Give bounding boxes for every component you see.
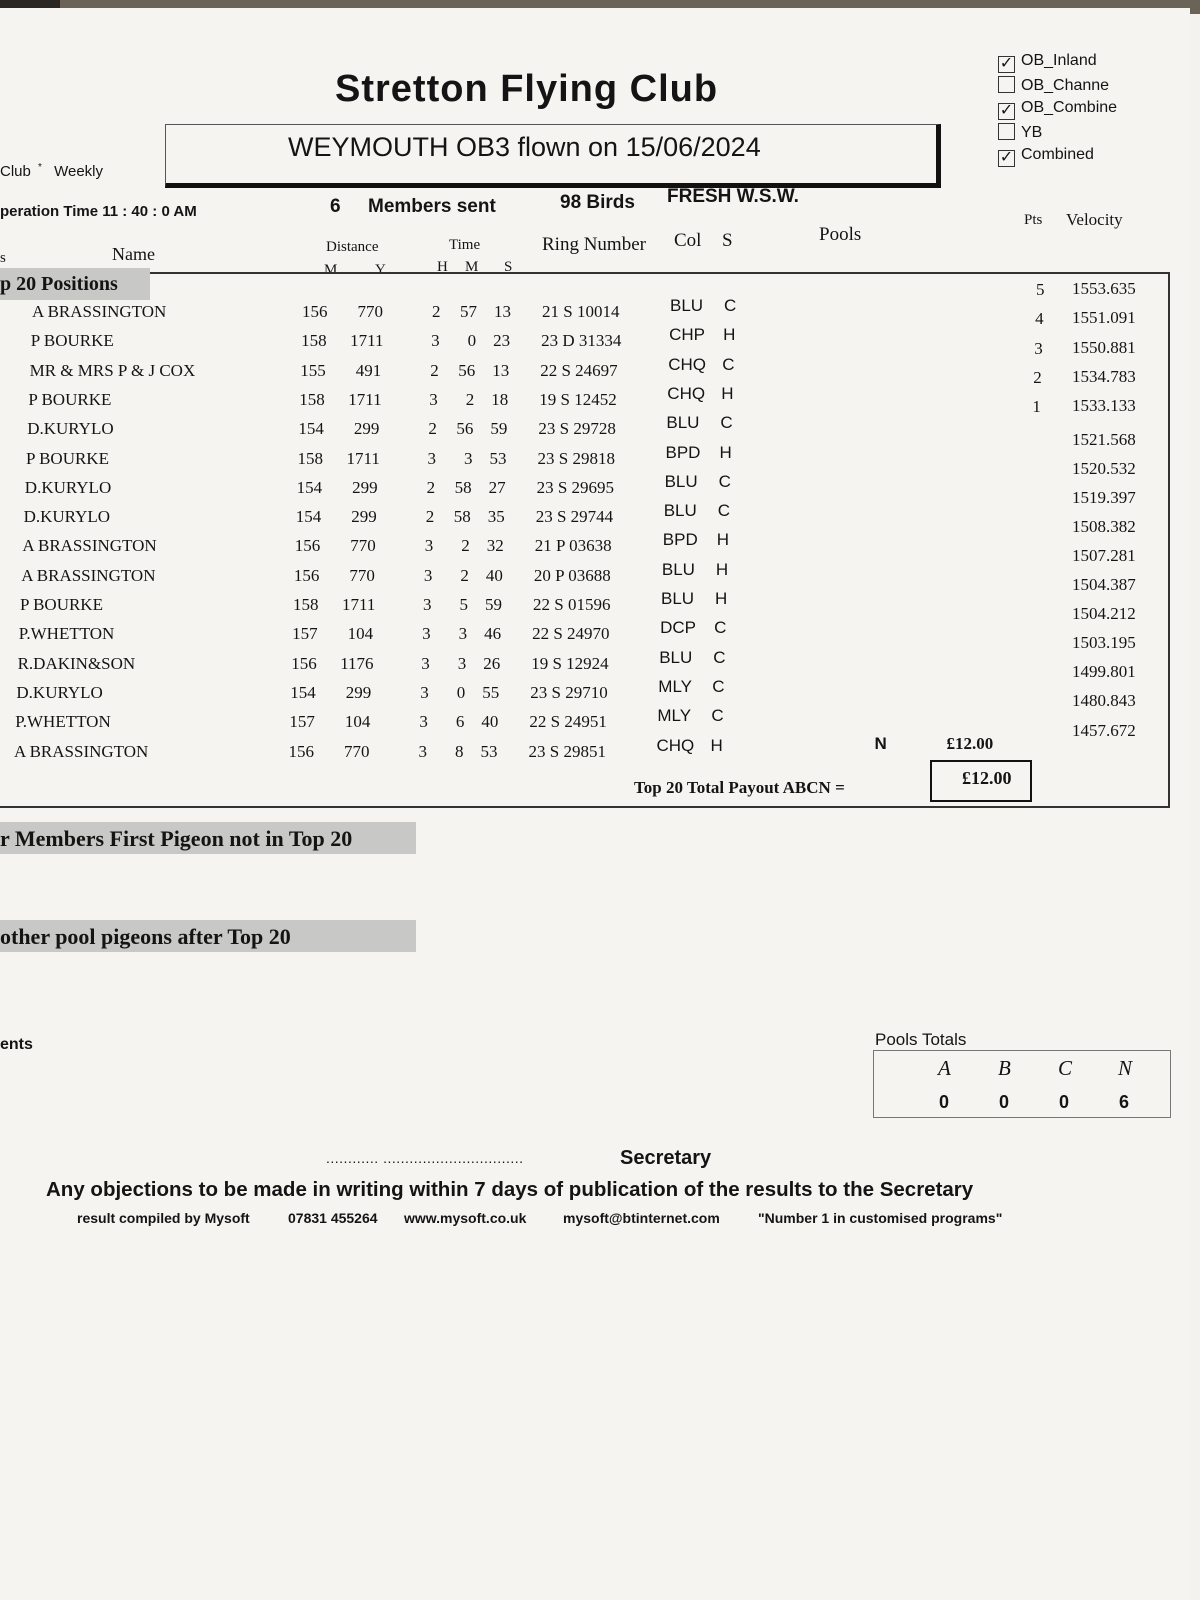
cell-minutes: 6 [455,712,465,732]
cell-velocity: 1551.091 [1072,308,1136,328]
cell-pts: 3 [1034,338,1043,358]
pools-value: 0 [999,1092,1010,1112]
col-header-name: Name [112,244,155,264]
cell-miles: 156 [294,536,321,556]
cell-miles: 156 [288,741,314,761]
cell-pool: N [874,733,887,753]
category-label: Combined [1021,146,1094,163]
cell-colour: BLU [666,413,700,433]
cell-miles: 155 [300,360,326,380]
cell-ring: 19 S 12452 [539,389,617,409]
cell-name: P BOURKE [26,448,109,468]
liberation-time: peration Time 11 : 40 : 0 AM [0,203,197,220]
pools-value: 0 [1059,1092,1070,1112]
cell-hours: 3 [421,653,430,673]
cell-seconds: 40 [481,712,499,732]
col-header-hours: H [437,259,448,275]
cell-velocity: 1521.568 [1072,429,1136,449]
cell-colour: BLU [664,471,698,491]
cell-pts: 1 [1032,397,1041,417]
club-type: Club [0,163,31,180]
category-checkbox[interactable] [998,103,1015,120]
cell-pts: 4 [1035,309,1044,329]
col-header-ring: Ring Number [542,234,646,255]
cell-name: A BRASSINGTON [21,565,156,585]
cell-ring: 19 S 12924 [531,653,609,673]
cell-colour: BLU [663,501,697,521]
category-1 [998,76,1109,95]
cell-seconds: 26 [483,653,501,673]
cell-miles: 156 [302,302,328,321]
cell-hours: 2 [430,360,439,380]
cell-velocity: 1480.843 [1072,691,1136,711]
cell-ring: 20 P 03688 [533,565,611,585]
col-header-velocity: Velocity [1066,210,1123,229]
comments-label: ents [0,1036,33,1053]
category-checkbox[interactable] [998,76,1015,93]
cell-hours: 3 [423,565,433,585]
cell-yards: 299 [351,507,377,527]
col-header-miles: M [324,262,338,278]
cell-miles: 158 [299,389,325,409]
col-header-pts: Pts [1024,212,1043,228]
cell-minutes: 56 [458,360,476,380]
cell-velocity: 1457.672 [1072,720,1136,740]
cell-name: R.DAKIN&SON [17,653,136,673]
cell-colour: DCP [660,618,696,638]
cell-hours: 3 [418,741,427,761]
cell-velocity: 1533.133 [1072,396,1136,416]
cell-velocity: 1499.801 [1072,662,1136,682]
cell-minutes: 58 [454,477,472,497]
section-title-top20: p 20 Positions [0,273,118,295]
cell-sex: C [717,501,730,521]
checkmark-icon: ✓ [999,102,1014,119]
cell-minutes: 5 [459,595,468,614]
cell-miles: 157 [289,712,315,732]
cell-ring: 22 S 01596 [533,595,611,614]
payout-label: Top 20 Total Payout ABCN = [634,778,845,797]
cell-ring: 22 S 24951 [529,712,607,732]
birds-count: 98 Birds [560,192,635,213]
cell-miles: 157 [292,624,318,644]
cell-colour: MLY [657,706,692,726]
cell-colour: CHQ [668,354,706,374]
cell-yards: 104 [347,624,374,644]
cell-sex: H [715,559,729,579]
cell-velocity: 1550.881 [1072,337,1136,357]
cell-miles: 154 [295,507,322,527]
cell-hours: 3 [423,595,432,614]
category-0 [998,52,1097,73]
category-checkbox[interactable] [998,56,1015,73]
cell-seconds: 23 [493,331,511,351]
cell-velocity: 1520.532 [1072,458,1136,478]
cell-sex: H [723,325,736,345]
col-header-seconds: S [504,259,513,275]
wind-direction: FRESH W.S.W. [667,186,799,207]
cell-name: A BRASSINGTON [32,302,167,321]
cell-sex: H [716,530,730,550]
cell-seconds: 40 [485,565,503,585]
club-type-line [0,162,103,180]
cell-hours: 2 [426,477,436,497]
cell-ring: 22 S 24697 [540,360,618,380]
cell-seconds: 18 [491,389,509,409]
cell-minutes: 0 [456,682,466,702]
cell-ring: 22 S 24970 [532,624,610,644]
cell-seconds: 13 [492,360,510,380]
pools-totals-title: Pools Totals [875,1030,967,1049]
cell-ring: 21 S 10014 [542,302,620,321]
pools-header: C [1058,1056,1073,1080]
cell-hours: 2 [432,302,441,321]
cell-sex: H [719,442,732,462]
cell-ring: 21 P 03638 [534,536,612,556]
compiled-by: result compiled by Mysoft [77,1210,250,1226]
col-header-s: s [0,250,6,266]
cell-minutes: 56 [456,419,474,439]
cell-velocity: 1503.195 [1072,633,1136,653]
cell-minutes: 0 [467,331,477,351]
cell-colour: CHP [669,325,705,345]
cell-colour: CHQ [667,383,706,403]
website-link[interactable]: www.mysoft.co.uk [404,1210,527,1226]
cell-pts: 5 [1036,280,1045,299]
cell-amount: £12.00 [946,733,994,753]
cell-colour: CHQ [656,735,695,755]
cell-miles: 158 [297,448,323,468]
cell-miles: 154 [298,419,324,439]
cell-seconds: 46 [484,624,502,644]
cell-ring: 23 S 29695 [536,477,615,497]
cell-sex: C [720,413,733,433]
col-header-distance: Distance [326,239,379,255]
cell-pts: 2 [1033,367,1042,387]
cell-yards: 1711 [350,331,384,351]
category-3 [998,123,1042,142]
cell-hours: 3 [424,536,434,556]
pools-header: B [998,1056,1011,1080]
cell-miles: 154 [290,682,316,702]
cell-hours: 3 [420,682,429,702]
cell-yards: 1711 [342,595,376,614]
category-checkbox[interactable] [998,150,1015,167]
cell-yards: 1176 [340,653,374,673]
cell-name: P.WHETTON [18,624,115,644]
cell-miles: 158 [301,331,327,351]
cell-name: A BRASSINGTON [22,536,157,556]
cell-velocity: 1508.382 [1072,516,1136,536]
cell-name: D.KURYLO [16,682,103,702]
secretary-label: Secretary [620,1147,712,1169]
category-label: OB_Channe [1021,76,1110,94]
cell-name: P BOURKE [30,331,114,351]
cell-sex: C [712,676,725,696]
cell-colour: BPD [662,530,698,550]
club-type-mark: * [38,162,42,173]
cell-minutes: 8 [455,741,464,761]
cell-velocity: 1504.387 [1072,575,1136,594]
cell-ring: 23 S 29728 [538,419,616,439]
checkmark-icon: ✓ [999,55,1014,72]
cell-yards: 104 [344,712,371,732]
cell-colour: BLU [661,559,695,579]
cell-yards: 299 [352,477,378,497]
cell-seconds: 55 [482,682,500,702]
cell-seconds: 27 [488,477,506,497]
cell-sex: H [710,735,723,755]
cell-name: MR & MRS P & J COX [29,360,196,380]
cell-sex: C [724,296,737,315]
cell-miles: 154 [296,477,323,497]
cell-ring: 23 S 29851 [528,741,606,761]
cell-yards: 770 [350,536,376,556]
cell-yards: 770 [349,565,375,585]
cell-minutes: 2 [460,565,469,585]
objections-notice: Any objections to be made in writing within 7 days of publication of the results to the Secretary [46,1178,974,1201]
cell-seconds: 59 [485,595,502,614]
cell-colour: BLU [661,589,695,608]
pools-header: N [1118,1056,1133,1080]
cell-hours: 3 [429,389,438,409]
pools-value: 0 [939,1092,950,1112]
cell-velocity: 1504.212 [1072,604,1136,624]
cell-sex: C [722,354,735,374]
cell-miles: 156 [291,653,317,673]
cell-yards: 299 [353,419,380,439]
pools-header: A [938,1056,951,1080]
cell-hours: 3 [431,331,440,351]
members-label: Members sent [368,196,496,217]
cell-hours: 2 [425,507,435,527]
cell-sex: C [718,471,731,491]
cell-sex: C [714,618,727,638]
cell-hours: 3 [422,624,431,644]
cell-hours: 3 [427,448,436,468]
cell-name: D.KURYLO [24,477,112,497]
cell-ring: 23 S 29710 [530,682,608,702]
cell-ring: 23 S 29818 [537,448,615,468]
cell-minutes: 2 [461,536,470,556]
cell-name: P BOURKE [20,595,103,614]
cell-minutes: 2 [465,389,475,409]
section-title-first-pigeon: r Members First Pigeon not in Top 20 [0,826,353,851]
col-header-sex: S [722,230,733,251]
cell-sex: H [721,383,734,403]
cell-velocity: 1519.397 [1072,487,1136,507]
section-title-other-pool: other pool pigeons after Top 20 [0,924,291,949]
cell-yards: 491 [355,360,382,380]
category-checkbox[interactable] [998,123,1015,140]
cell-yards: 299 [345,682,372,702]
col-header-yards: Y [375,262,386,278]
email-link[interactable]: mysoft@btinternet.com [563,1210,720,1226]
cell-minutes: 3 [464,448,473,468]
cell-sex: C [713,647,726,667]
cell-velocity: 1507.281 [1072,545,1136,565]
cell-velocity: 1553.635 [1072,279,1136,298]
cell-miles: 156 [293,565,320,585]
cell-seconds: 32 [486,536,504,556]
pools-value: 6 [1119,1092,1130,1112]
cell-colour: BLU [670,296,704,315]
col-header-time: Time [449,237,481,253]
club-title: Stretton Flying Club [335,68,719,110]
signature-line: ............ ................................ [326,1150,524,1166]
cell-colour: BLU [659,647,693,667]
cell-seconds: 59 [490,419,508,439]
category-label: OB_Combine [1021,99,1118,116]
category-label: OB_Inland [1021,52,1097,69]
frequency: Weekly [54,163,104,180]
category-label: YB [1021,123,1043,141]
payout-value: £12.00 [962,768,1012,788]
cell-ring: 23 S 29744 [535,507,614,527]
cell-sex: H [715,589,728,608]
col-header-pools: Pools [819,224,862,245]
checkmark-icon: ✓ [999,149,1014,166]
cell-colour: BPD [665,442,701,462]
cell-name: D.KURYLO [27,419,114,439]
cell-minutes: 57 [460,302,477,321]
cell-miles: 158 [293,595,319,614]
cell-seconds: 53 [480,741,498,761]
cell-seconds: 53 [489,448,507,468]
slogan: "Number 1 in customised programs" [758,1210,1003,1226]
cell-seconds: 13 [494,302,511,321]
cell-name: P.WHETTON [15,712,111,732]
cell-name: A BRASSINGTON [14,741,149,761]
col-header-col: Col [674,230,702,251]
cell-sex: C [711,706,724,726]
category-4 [998,146,1094,167]
cell-yards: 770 [344,741,370,761]
cell-yards: 1711 [348,389,382,409]
cell-hours: 3 [419,712,428,732]
category-2 [998,99,1117,120]
cell-velocity: 1534.783 [1072,366,1136,386]
cell-seconds: 35 [487,507,505,527]
col-header-minutes: M [465,259,479,275]
cell-ring: 23 D 31334 [541,331,622,351]
cell-minutes: 58 [453,507,471,527]
phone-number: 07831 455264 [288,1210,378,1226]
cell-hours: 2 [428,419,437,439]
cell-yards: 1711 [346,448,380,468]
race-title: WEYMOUTH OB3 flown on 15/06/2024 [288,132,761,162]
cell-colour: MLY [658,676,692,696]
cell-minutes: 3 [458,624,468,644]
cell-name: P BOURKE [28,389,112,409]
cell-name: D.KURYLO [23,507,111,527]
cell-minutes: 3 [457,653,467,673]
members-count: 6 [330,196,341,217]
cell-yards: 770 [357,302,383,321]
